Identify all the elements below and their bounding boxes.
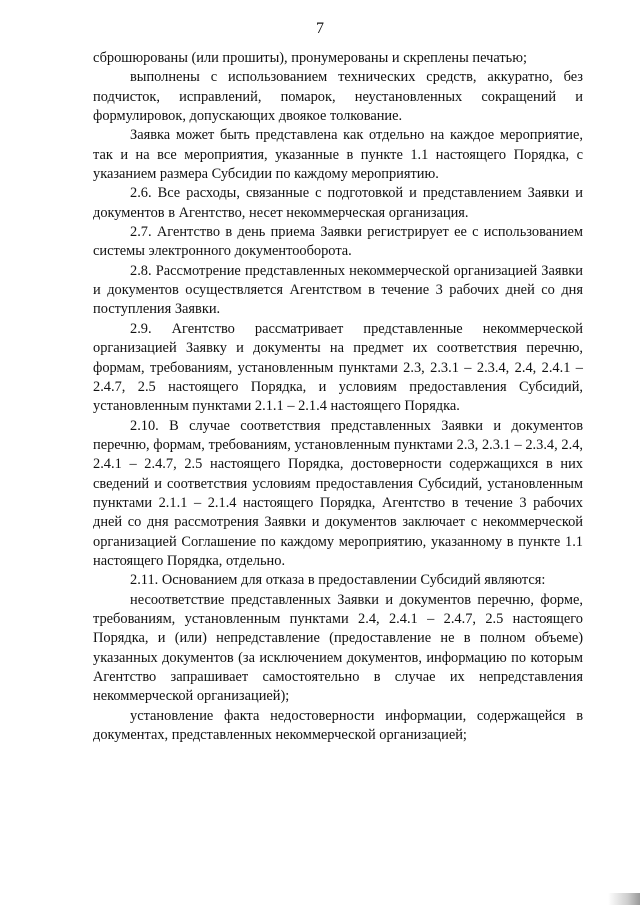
paragraph: несоответствие представленных Заявки и документов перечню, форме, требованиям, установленным пунктами 2.4, 2.4.1 – 2.4.7, 2.5 настоящего Порядка, и (или) непредставление (предоставление не в полном объеме) указанных документов (за исключением документов, информацию по которым Агентство запрашивает самостоятельно в случае их непредставления некоммерческой организацией); xyxy=(93,591,583,705)
paragraph: 2.7. Агентство в день приема Заявки регистрирует ее с использованием системы электронного документооборота. xyxy=(93,224,583,260)
scan-edge-mark xyxy=(608,893,640,905)
paragraph: 2.11. Основанием для отказа в предоставлении Субсидий являются: xyxy=(130,572,546,589)
page-number: 7 xyxy=(316,20,324,37)
paragraph: сброшюрованы (или прошиты), пронумерованы и скреплены печатью; xyxy=(93,50,527,66)
paragraph: 2.10. В случае соответствия представленных Заявки и документов перечню, формам, требованиям, установленным пунктами 2.3, 2.3.1 – 2.3.4, 2.4, 2.4.1 – 2.4.7, 2.5 настоящего Порядка, достоверности содержащихся в них сведений и соответствия условиям предоставления Субсидий, установленным пунктами 2.1.1 – 2.1.4 настоящего Порядка, Агентство в течение 3 рабочих дней со дня рассмотрения Заявки и документов заключает с некоммерческой организацией Соглашение по каждому мероприятию, указанному в пункте 1.1 настоящего Порядка, отдельно. xyxy=(93,417,583,569)
paragraph: 2.9. Агентство рассматривает представленные некоммерческой организацией Заявку и документы на предмет их соответствия перечню, формам, требованиям, установленным пунктами 2.3, 2.3.1 – 2.3.4, 2.4, 2.4.1 – 2.4.7, 2.5 настоящего Порядка, и условиям предоставления Субсидий, установленным пунктами 2.1.1 – 2.1.4 настоящего Порядка. xyxy=(93,320,583,415)
paragraph: Заявка может быть представлена как отдельно на каждое мероприятие, так и на все мероприятия, указанные в пункте 1.1 настоящего Порядка, с указанием размера Субсидии по каждому мероприятию. xyxy=(93,127,583,183)
paragraph: выполнены с использованием технических средств, аккуратно, без подчисток, исправлений, помарок, неустановленных сокращений и формулировок, допускающих двоякое толкование. xyxy=(93,69,583,125)
document-body xyxy=(93,49,583,745)
paragraph: 2.6. Все расходы, связанные с подготовкой и представлением Заявки и документов в Агентство, несет некоммерческая организация. xyxy=(93,185,583,221)
paragraph: установление факта недостоверности информации, содержащейся в документах, представленных некоммерческой организацией; xyxy=(93,707,583,744)
paragraph: 2.8. Рассмотрение представленных некоммерческой организацией Заявки и документов осуществляется Агентством в течение 3 рабочих дней со дня поступления Заявки. xyxy=(93,262,583,318)
